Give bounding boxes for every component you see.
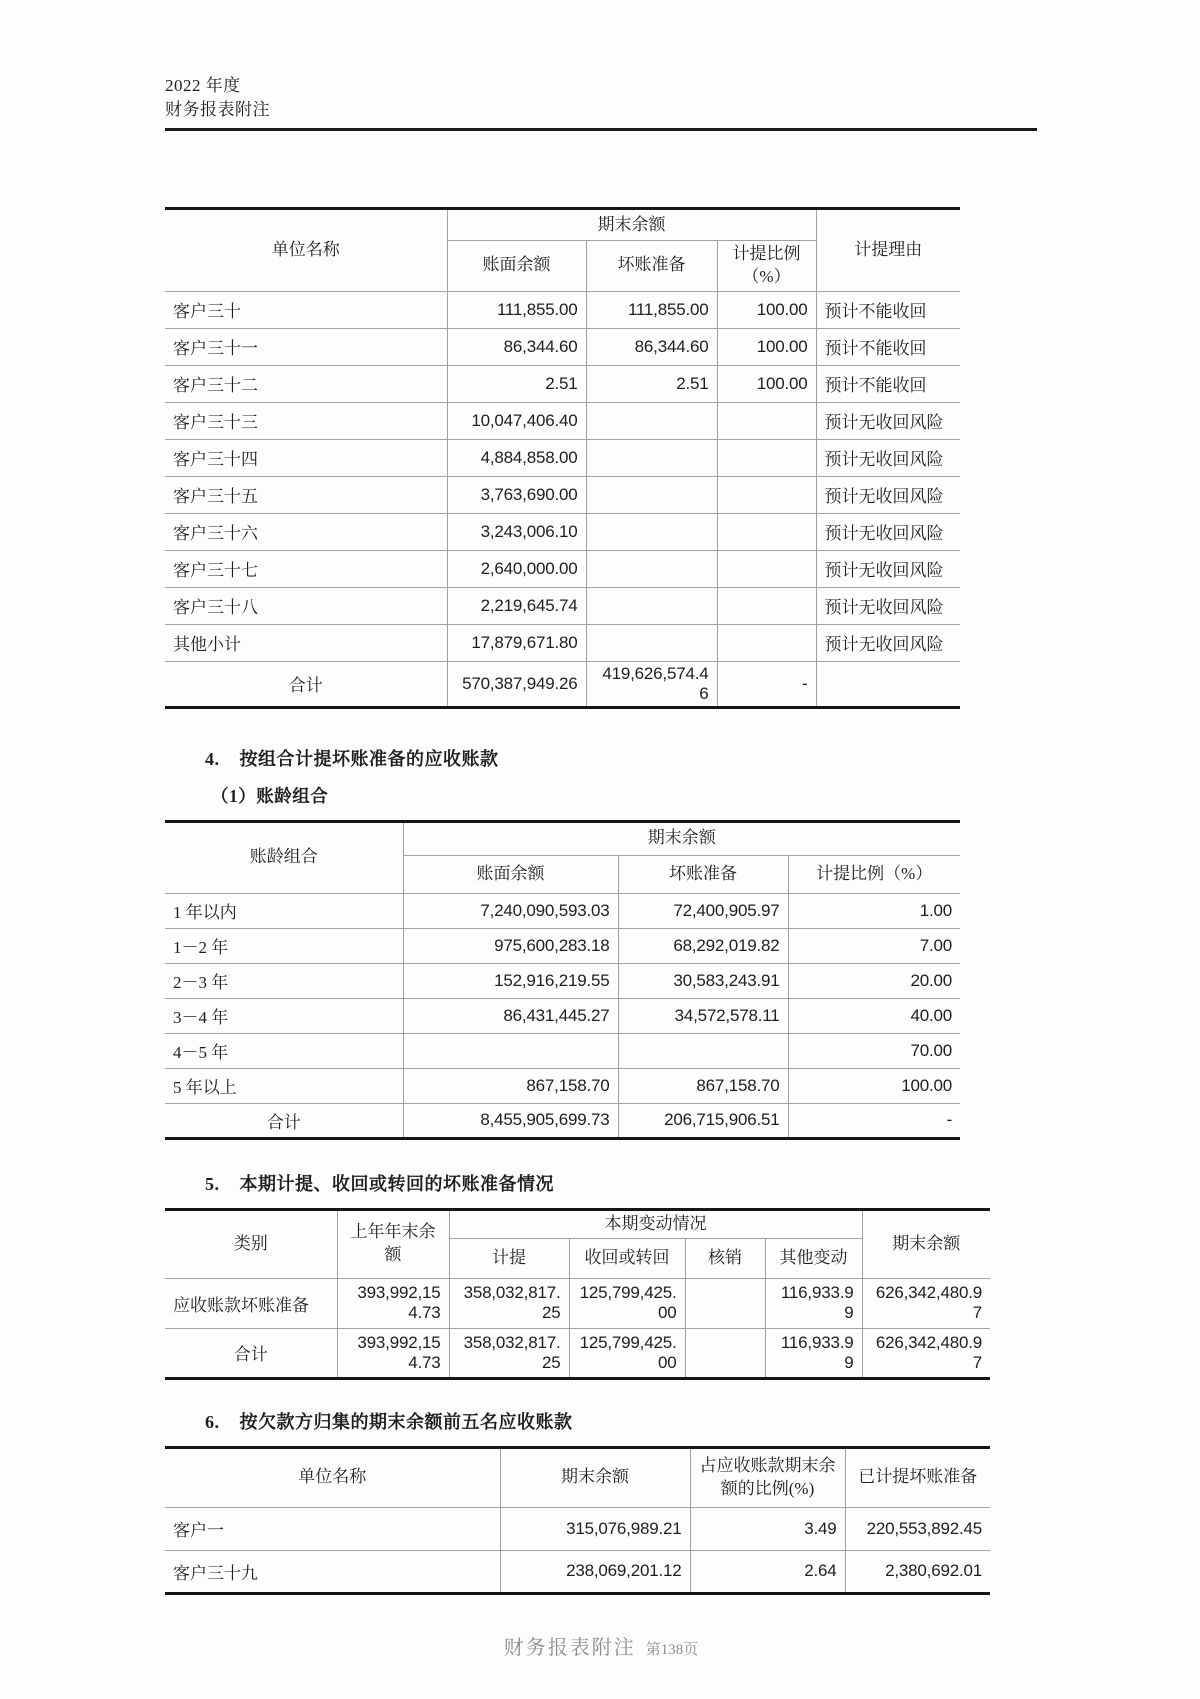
provision-cell: 220,553,892.45 <box>845 1507 990 1550</box>
ratio-cell <box>717 402 816 439</box>
table-row <box>165 328 960 365</box>
other-change-cell: 116,933.99 <box>765 1328 862 1378</box>
bad-debt-cell: 68,292,019.82 <box>618 928 788 963</box>
writeoff-cell <box>685 1278 765 1328</box>
col-header-recover-reverse: 收回或转回 <box>569 1238 685 1278</box>
reason-cell: 预计不能收回 <box>816 291 960 328</box>
col-header-ending-balance: 期末余额 <box>862 1209 990 1278</box>
table-aging-portfolio <box>165 820 960 1140</box>
book-balance-cell: 2,219,645.74 <box>447 587 586 624</box>
bad-debt-cell: 34,572,578.11 <box>618 998 788 1033</box>
col-header-writeoff: 核销 <box>685 1238 765 1278</box>
aging-cell: 1－2 年 <box>165 928 403 963</box>
ending-balance-cell: 238,069,201.12 <box>500 1550 690 1593</box>
table-top-five-receivables <box>165 1446 990 1595</box>
unit-name-cell: 客户三十八 <box>165 587 447 624</box>
table-row <box>165 1068 960 1103</box>
book-balance-cell: 86,431,445.27 <box>403 998 618 1033</box>
bad-debt-cell <box>618 1033 788 1068</box>
book-balance-cell: 975,600,283.18 <box>403 928 618 963</box>
bad-debt-cell: 419,626,574.46 <box>586 661 717 707</box>
book-balance-cell: 867,158.70 <box>403 1068 618 1103</box>
table-row <box>165 624 960 661</box>
book-balance-cell: 2,640,000.00 <box>447 550 586 587</box>
unit-name-cell: 客户三十四 <box>165 439 447 476</box>
bad-debt-cell: 86,344.60 <box>586 328 717 365</box>
unit-name-cell: 其他小计 <box>165 624 447 661</box>
section-6-title: 按欠款方归集的期末余额前五名应收账款 <box>239 1411 573 1432</box>
ratio-cell: 100.00 <box>717 365 816 402</box>
col-header-book-balance: 账面余额 <box>447 241 586 292</box>
bad-debt-cell: 111,855.00 <box>586 291 717 328</box>
col-header-bad-debt-provision: 坏账准备 <box>618 855 788 893</box>
col-header-ending-balance-group: 期末余额 <box>403 821 960 855</box>
ratio-cell <box>717 476 816 513</box>
ratio-cell: 40.00 <box>788 998 960 1033</box>
ratio-cell <box>717 587 816 624</box>
reason-cell <box>816 661 960 707</box>
accrual-cell: 358,032,817.25 <box>449 1278 569 1328</box>
reason-cell: 预计不能收回 <box>816 365 960 402</box>
reason-cell: 预计无收回风险 <box>816 550 960 587</box>
table-row <box>165 291 960 328</box>
section-4-heading <box>205 745 1037 771</box>
col-header-percent-of-receivables: 占应收账款期末余额的比例(%) <box>690 1447 845 1507</box>
table-row <box>165 1278 990 1328</box>
book-balance-cell <box>403 1033 618 1068</box>
reason-cell: 预计无收回风险 <box>816 476 960 513</box>
col-header-ending-balance: 期末余额 <box>500 1447 690 1507</box>
total-label-cell: 合计 <box>165 661 447 707</box>
recover-reverse-cell: 125,799,425.00 <box>569 1328 685 1378</box>
table-total-row <box>165 661 960 707</box>
unit-name-cell: 客户三十六 <box>165 513 447 550</box>
ratio-cell: 1.00 <box>788 893 960 928</box>
reason-cell: 预计无收回风险 <box>816 624 960 661</box>
ending-balance-cell: 626,342,480.97 <box>862 1328 990 1378</box>
prior-year-balance-cell: 393,992,154.73 <box>337 1278 449 1328</box>
footer-page-number: 第138页 <box>645 1641 699 1658</box>
col-header-category: 类别 <box>165 1209 337 1278</box>
percent-cell: 3.49 <box>690 1507 845 1550</box>
ratio-cell <box>717 624 816 661</box>
ratio-cell: - <box>717 661 816 707</box>
col-header-book-balance: 账面余额 <box>403 855 618 893</box>
table-row <box>165 1550 990 1593</box>
col-header-provision-ratio: 计提比例（%） <box>788 855 960 893</box>
total-label-cell: 合计 <box>165 1103 403 1138</box>
writeoff-cell <box>685 1328 765 1378</box>
table-row <box>165 928 960 963</box>
table-row <box>165 365 960 402</box>
table-row <box>165 439 960 476</box>
col-header-period-change-group: 本期变动情况 <box>449 1209 862 1238</box>
book-balance-cell: 86,344.60 <box>447 328 586 365</box>
book-balance-cell: 2.51 <box>447 365 586 402</box>
page-footer <box>165 1631 1037 1660</box>
table-row <box>165 1033 960 1068</box>
table-provision-movement <box>165 1208 990 1380</box>
table-row <box>165 402 960 439</box>
col-header-bad-debt-provision: 坏账准备 <box>586 241 717 292</box>
table-row <box>165 963 960 998</box>
header-rule <box>165 128 1037 131</box>
section-4-1-heading <box>211 783 1037 808</box>
unit-name-cell: 客户三十三 <box>165 402 447 439</box>
unit-name-cell: 客户三十七 <box>165 550 447 587</box>
unit-name-cell: 客户三十九 <box>165 1550 500 1593</box>
table-header-row <box>165 209 960 241</box>
table-header-row <box>165 821 960 855</box>
aging-cell: 1 年以内 <box>165 893 403 928</box>
prior-year-balance-cell: 393,992,154.73 <box>337 1328 449 1378</box>
report-title: 财务报表附注 <box>165 100 270 119</box>
unit-name-cell: 客户三十 <box>165 291 447 328</box>
other-change-cell: 116,933.99 <box>765 1278 862 1328</box>
col-header-provision-accrued: 已计提坏账准备 <box>845 1447 990 1507</box>
book-balance-cell: 17,879,671.80 <box>447 624 586 661</box>
table-row <box>165 1507 990 1550</box>
table-row <box>165 998 960 1033</box>
aging-cell: 5 年以上 <box>165 1068 403 1103</box>
bad-debt-cell: 30,583,243.91 <box>618 963 788 998</box>
reason-cell: 预计无收回风险 <box>816 402 960 439</box>
book-balance-cell: 152,916,219.55 <box>403 963 618 998</box>
reason-cell: 预计无收回风险 <box>816 587 960 624</box>
book-balance-cell: 3,243,006.10 <box>447 513 586 550</box>
col-header-provision-ratio: 计提比例（%） <box>717 241 816 292</box>
bad-debt-cell <box>586 624 717 661</box>
book-balance-cell: 8,455,905,699.73 <box>403 1103 618 1138</box>
section-4-title: 按组合计提坏账准备的应收账款 <box>239 748 499 769</box>
section-4-number: 4. <box>205 748 220 769</box>
col-header-provision-reason: 计提理由 <box>816 209 960 292</box>
table-row <box>165 476 960 513</box>
bad-debt-cell <box>586 550 717 587</box>
table-bad-debt-by-customer <box>165 207 960 709</box>
col-header-accrual: 计提 <box>449 1238 569 1278</box>
report-year: 2022 年度 <box>165 76 241 95</box>
page-header <box>165 74 1037 122</box>
table-row <box>165 550 960 587</box>
book-balance-cell: 7,240,090,593.03 <box>403 893 618 928</box>
percent-cell: 2.64 <box>690 1550 845 1593</box>
bad-debt-cell: 867,158.70 <box>618 1068 788 1103</box>
provision-cell: 2,380,692.01 <box>845 1550 990 1593</box>
bad-debt-cell <box>586 587 717 624</box>
book-balance-cell: 111,855.00 <box>447 291 586 328</box>
book-balance-cell: 570,387,949.26 <box>447 661 586 707</box>
ratio-cell: 100.00 <box>717 328 816 365</box>
col-header-aging-group: 账龄组合 <box>165 821 403 893</box>
bad-debt-cell: 206,715,906.51 <box>618 1103 788 1138</box>
section-6-heading <box>205 1408 1037 1434</box>
aging-cell: 2－3 年 <box>165 963 403 998</box>
reason-cell: 预计无收回风险 <box>816 439 960 476</box>
book-balance-cell: 4,884,858.00 <box>447 439 586 476</box>
bad-debt-cell <box>586 513 717 550</box>
bad-debt-cell <box>586 476 717 513</box>
col-header-other-change: 其他变动 <box>765 1238 862 1278</box>
accrual-cell: 358,032,817.25 <box>449 1328 569 1378</box>
table-total-row <box>165 1328 990 1378</box>
section-4-1-title: （1）账龄组合 <box>211 785 329 806</box>
col-header-prior-year-balance: 上年年末余额 <box>337 1209 449 1278</box>
category-cell: 应收账款坏账准备 <box>165 1278 337 1328</box>
unit-name-cell: 客户三十二 <box>165 365 447 402</box>
unit-name-cell: 客户三十五 <box>165 476 447 513</box>
col-header-unit-name: 单位名称 <box>165 1447 500 1507</box>
ending-balance-cell: 626,342,480.97 <box>862 1278 990 1328</box>
bad-debt-cell <box>586 402 717 439</box>
bad-debt-cell: 2.51 <box>586 365 717 402</box>
table-total-row <box>165 1103 960 1138</box>
ratio-cell: 100.00 <box>717 291 816 328</box>
section-6-number: 6. <box>205 1411 220 1432</box>
col-header-ending-balance-group: 期末余额 <box>447 209 816 241</box>
table-row <box>165 893 960 928</box>
aging-cell: 3－4 年 <box>165 998 403 1033</box>
table-row <box>165 587 960 624</box>
unit-name-cell: 客户一 <box>165 1507 500 1550</box>
ratio-cell: 70.00 <box>788 1033 960 1068</box>
ratio-cell <box>717 550 816 587</box>
table-row <box>165 513 960 550</box>
table-header-row <box>165 1447 990 1507</box>
aging-cell: 4－5 年 <box>165 1033 403 1068</box>
book-balance-cell: 10,047,406.40 <box>447 402 586 439</box>
recover-reverse-cell: 125,799,425.00 <box>569 1278 685 1328</box>
col-header-unit-name: 单位名称 <box>165 209 447 292</box>
ratio-cell: 100.00 <box>788 1068 960 1103</box>
ratio-cell: 7.00 <box>788 928 960 963</box>
footer-title: 财务报表附注 <box>503 1636 636 1659</box>
total-label-cell: 合计 <box>165 1328 337 1378</box>
ratio-cell: - <box>788 1103 960 1138</box>
bad-debt-cell <box>586 439 717 476</box>
ratio-cell <box>717 439 816 476</box>
unit-name-cell: 客户三十一 <box>165 328 447 365</box>
reason-cell: 预计无收回风险 <box>816 513 960 550</box>
ending-balance-cell: 315,076,989.21 <box>500 1507 690 1550</box>
book-balance-cell: 3,763,690.00 <box>447 476 586 513</box>
section-5-number: 5. <box>205 1173 220 1194</box>
bad-debt-cell: 72,400,905.97 <box>618 893 788 928</box>
ratio-cell <box>717 513 816 550</box>
section-5-title: 本期计提、收回或转回的坏账准备情况 <box>239 1173 554 1194</box>
section-5-heading <box>205 1170 1037 1196</box>
table-header-row <box>165 1209 990 1238</box>
ratio-cell: 20.00 <box>788 963 960 998</box>
reason-cell: 预计不能收回 <box>816 328 960 365</box>
